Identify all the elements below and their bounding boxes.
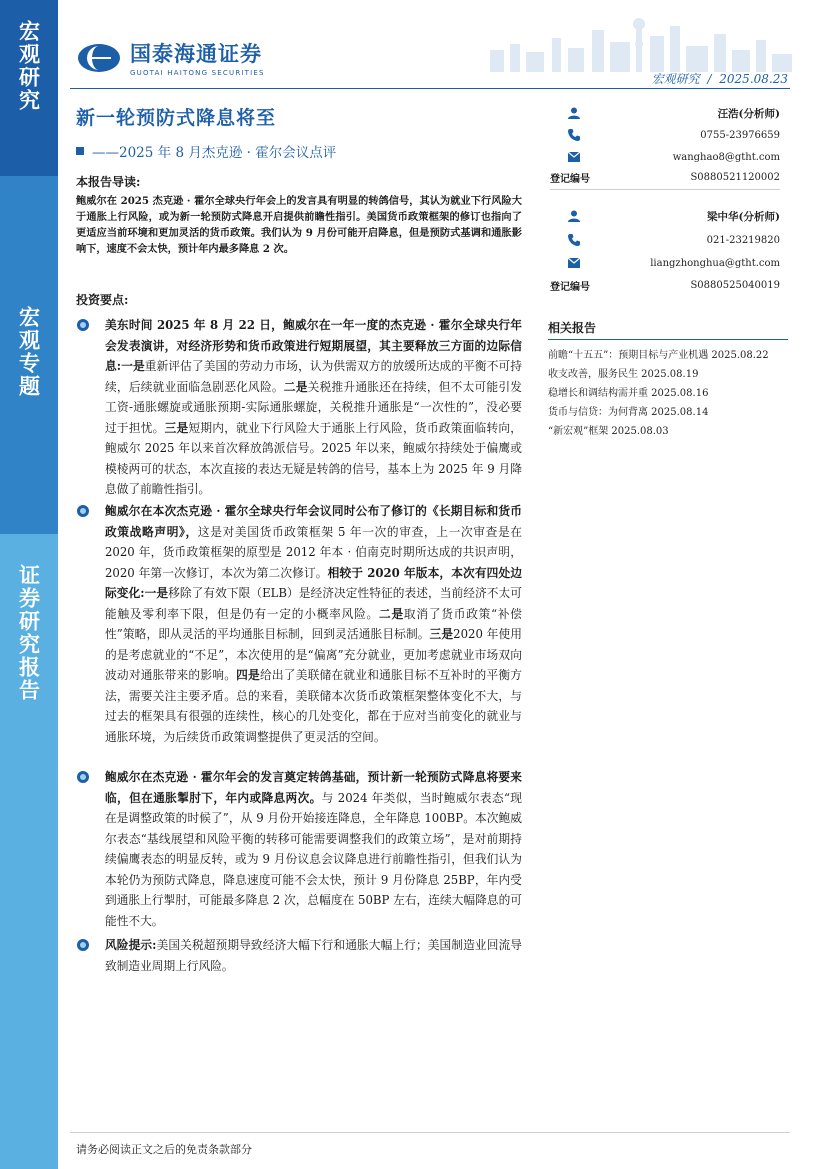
reg-number: S0880525040019: [690, 279, 780, 291]
analyst-phone: 0755-23976659: [700, 129, 780, 141]
points-heading: 投资要点:: [76, 293, 129, 307]
related-divider: [548, 339, 788, 340]
band-securities-report: [0, 534, 58, 1169]
point-marker: 三是: [164, 420, 189, 435]
related-report-link[interactable]: 收支改善，服务民生 2025.08.19: [548, 369, 699, 380]
band-label: 宏观研究: [16, 20, 42, 112]
point-item: [76, 315, 522, 500]
bullet-icon: [76, 770, 90, 784]
point-text: 这是对美国货币政策框架 5 年一次的审查，上一次审查是在 2020 年，货币政策框架的原型是 2012 年本 · 伯南克时期所达成的共识声明，2020 年第一次修订，本次为第二次修订。: [105, 524, 522, 580]
risk-lead: 风险提示:: [105, 938, 157, 952]
point-text: 重新评估了美国的劳动力市场，认为供需双方的放缓所达成的平衡不可持续，后续就业面临急剧恶化风险。: [105, 359, 522, 394]
point-text: 短期内，就业下行风险大于通胀上行风险，货币政策面临转向，鲍威尔 2025 年以来首次释放鸽派信号。2025 年以来，鲍威尔持续处于偏鹰或模棱两可的状态，本次直接的表达无疑是转鸽的信号，基本上为 2025 年 9 月降息做了前瞻性指引。: [105, 420, 522, 496]
point-lead: 鲍威尔在杰克逊 · 霍尔年会的发言奠定转鸽基础，预计新一轮预防式降息将要来临，但在通胀掣肘下，年内或降息两次。: [105, 770, 522, 805]
guide-text: 鲍威尔在 2025 杰克逊 · 霍尔全球央行年会上的发言具有明显的转鸽信号，其认为就业下行风险大于通胀上行风险，或为新一轮预防式降息开启提供前瞻性指引。美国货币政策框架的修订也指向了更适应当前环境和更加灵活的货币政策。我们认为 9 月份可能开启降息，但是预防式基调和通胀影响下，速度不会太快，预计年内最多降息 2 次。: [76, 195, 522, 255]
point-text: 移除了有效下限（ELB）是经济决定性特征的表述，当前经济不太可能触及零利率下限，但是仍有一定的小概率风险。: [105, 586, 522, 621]
user-icon: [567, 209, 581, 223]
point-body: [105, 935, 522, 976]
phone-icon: [567, 233, 581, 247]
reg-label: 登记编号: [550, 173, 590, 185]
point-body: [105, 501, 522, 747]
related-report-link[interactable]: 稳增长和调结构需并重 2025.08.16: [548, 388, 709, 399]
logo-text-en: GUOTAI HAITONG SECURITIES: [130, 69, 265, 77]
point-marker: 二是: [283, 379, 308, 394]
company-logo: [76, 38, 265, 77]
skyline-decoration: [470, 0, 800, 72]
point-body: [105, 315, 522, 500]
band-macro-topic: [0, 176, 58, 534]
user-icon: [567, 106, 581, 120]
reg-label: 登记编号: [550, 281, 590, 293]
report-category: 宏观研究: [651, 72, 700, 86]
related-report-link[interactable]: 货币与信贷：为何背离 2025.08.14: [548, 407, 709, 418]
footer-divider: [70, 1132, 790, 1133]
point-text: 关税推升通胀还在持续，但不太可能引发工资-通胀螺旋或通胀预期-实际通胀螺旋，关税推升通胀是“一次性的”，没必要过于担忧。: [105, 379, 522, 435]
header-meta: [652, 70, 788, 87]
point-lead: 鲍威尔在本次杰克逊 · 霍尔全球央行年会议同时公布了修订的《长期目标和货币政策战略声明》，: [105, 504, 522, 539]
related-report-link[interactable]: “新宏观”框架 2025.08.03: [548, 426, 669, 437]
email-icon: [567, 256, 581, 270]
report-subtitle: [76, 141, 336, 161]
analyst-divider: [550, 189, 780, 190]
point-text: 给出了美联储在就业和通胀目标不互补时的平衡方法，需要关注主要矛盾。总的来看，美联储本次货币政策框架整体变化不大，与过去的框架具有很强的连续性，核心的几处变化，都在于应对当前变化的就业与通胀环境，为后续货币政策调整提供了更灵活的空间。: [105, 668, 522, 744]
reg-number: S0880521120002: [690, 171, 780, 183]
analyst-name: 汪浩(分析师): [717, 107, 780, 120]
analyst-phone: 021-23219820: [706, 234, 780, 246]
report-title: 新一轮预防式降息将至: [76, 107, 277, 129]
bullet-icon: [76, 938, 90, 952]
phone-icon: [567, 128, 581, 142]
point-item: [76, 501, 522, 747]
subtitle-text: ——2025 年 8 月杰克逊 · 霍尔会议点评: [92, 145, 337, 161]
related-heading: 相关报告: [548, 321, 597, 335]
point-marker: 一是: [144, 586, 169, 600]
disclaimer-note: 请务必阅读正文之后的免责条款部分: [76, 1143, 252, 1156]
point-lead: 美东时间 2025 年 8 月 22 日，鲍威尔在一年一度的杰克逊 · 霍尔全球央行年会发表演讲，对经济形势和货币政策进行短期展望，其主要释放三方面的边际信息:: [105, 318, 522, 373]
point-lead-2: 相较于 2020 年版本，本次有四处边际变化:: [105, 565, 523, 600]
bullet-icon: [76, 318, 90, 332]
email-icon: [567, 150, 581, 164]
point-marker: 二是: [379, 606, 404, 621]
band-label: 证券研究报告: [16, 564, 42, 702]
analyst-email[interactable]: liangzhonghua@gtht.com: [650, 257, 780, 269]
logo-text-cn: 国泰海通证券: [130, 42, 262, 66]
related-report-link[interactable]: 前瞻“十五五”：预期目标与产业机遇 2025.08.22: [548, 350, 769, 361]
analyst-email[interactable]: wanghao8@gtht.com: [672, 151, 780, 163]
meta-separator: /: [707, 72, 712, 86]
report-date: 2025.08.23: [719, 72, 788, 86]
subtitle-square-icon: [76, 147, 84, 155]
risk-text: 美国关税超预期导致经济大幅下行和通胀大幅上行；美国制造业回流导致制造业周期上行风险。: [105, 938, 522, 973]
point-item: [76, 935, 522, 976]
point-body: [105, 767, 522, 931]
side-band: [0, 0, 58, 1169]
point-marker: 一是: [121, 359, 145, 373]
header-divider: [70, 88, 790, 89]
point-text: 与 2024 年类似，当时鲍威尔表态“现在是调整政策的时候了”，从 9 月份开始接连降息，全年降息 100BP。本次鲍威尔表态“基线展望和风险平衡的转移可能需要调整我们的政策立场”，是对前期持续偏鹰表态的明显反转，或为 9 月份议息会议降息进行前瞻性指引，但我们认为本轮仍为预防式降息，降息速度可能不会太快，预计 9 月份降息 25BP，年内受到通胀上行掣肘，可能最多降息 2 次，总幅度在 50BP 左右，连续大幅降息的可能性不大。: [105, 790, 522, 928]
analyst-name: 梁中华(分析师): [707, 210, 780, 223]
bullet-icon: [76, 504, 90, 518]
guide-heading: 本报告导读:: [76, 175, 141, 189]
logo-mark-icon: [76, 42, 122, 74]
band-macro-research: [0, 0, 58, 176]
point-text: 2020 年使用的是考虑就业的“不足”，本次使用的是“偏离”充分就业，更加考虑就业市场双向波动对通胀带来的影响。: [105, 627, 522, 682]
point-marker: 三是: [429, 627, 454, 641]
band-label: 宏观专题: [16, 306, 42, 398]
point-text: 取消了货币政策“补偿性”策略，即从灵活的平均通胀目标制，回到灵活通胀目标制。: [105, 606, 522, 641]
point-marker: 四是: [236, 668, 260, 682]
point-item: [76, 767, 522, 931]
